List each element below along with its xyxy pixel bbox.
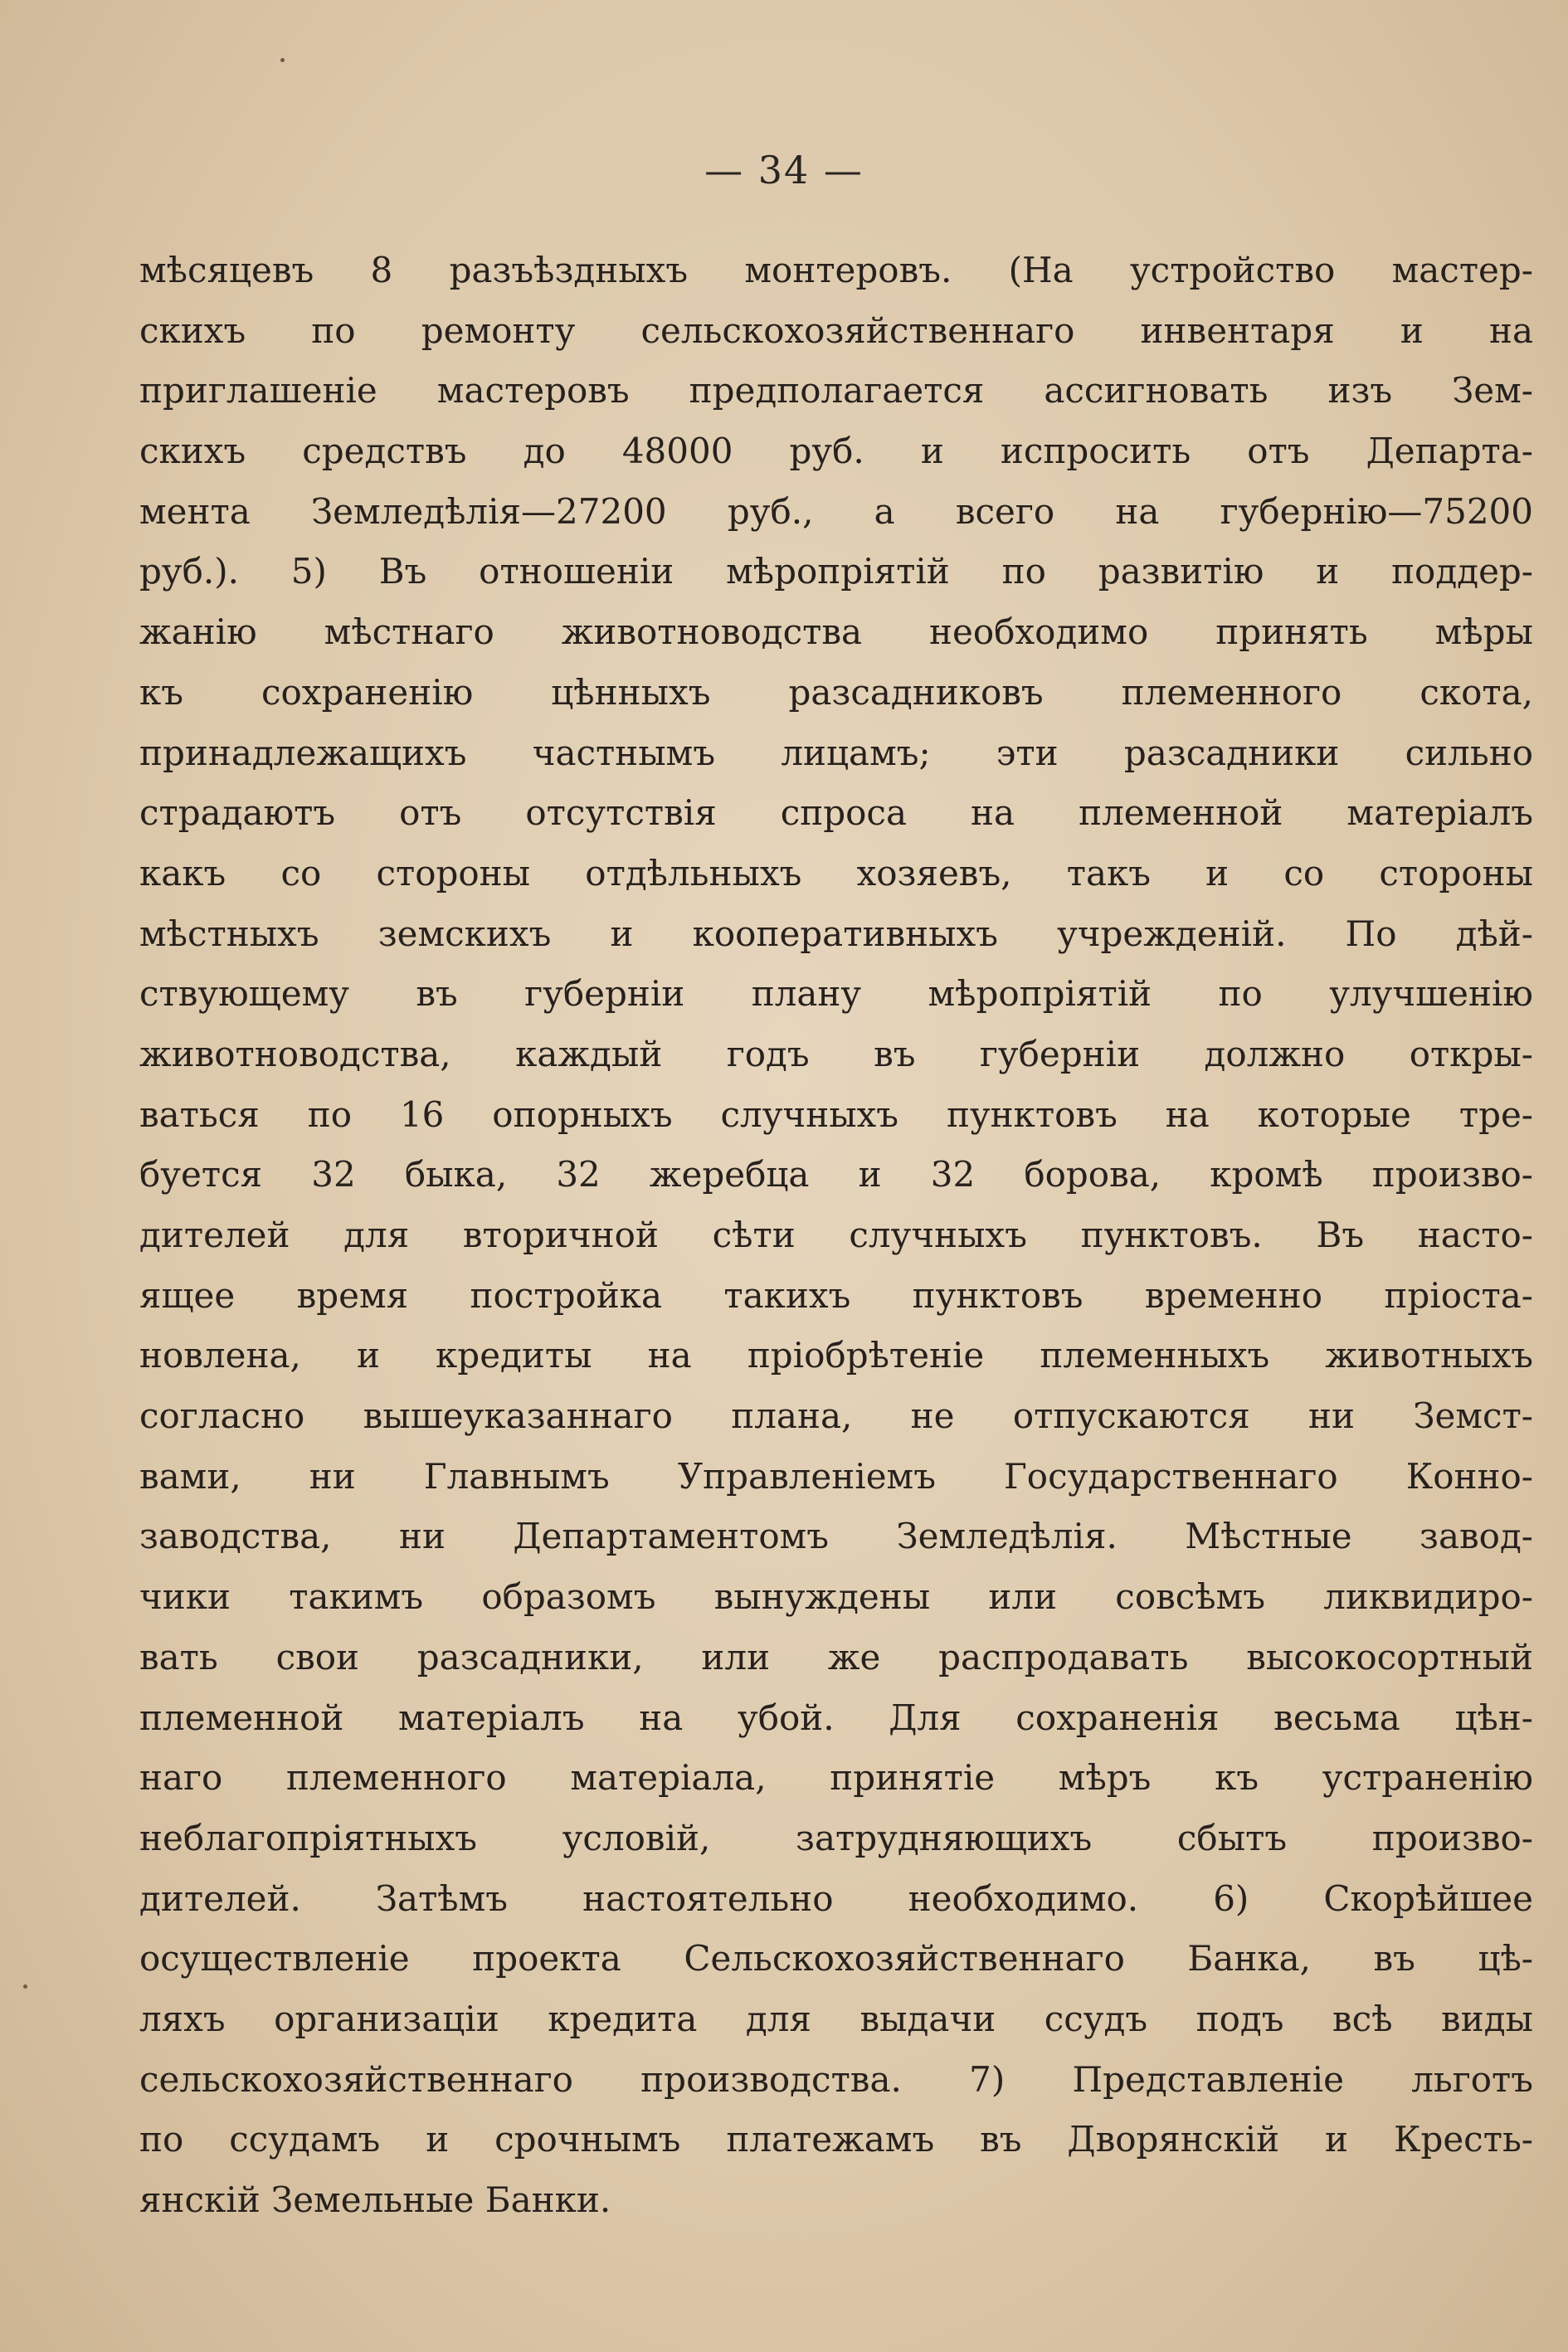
text-line: какъ со стороны отдѣльныхъ хозяевъ, такъ и со стороны [139,852,1533,894]
text-line: принадлежащихъ частнымъ лицамъ; эти разсадники сильно [139,732,1533,773]
text-line: жанію мѣстнаго животноводства необходимо принять мѣры [139,611,1533,653]
text-line: приглашеніе мастеровъ предполагается ассигновать изъ Зем- [139,370,1533,411]
text-line: мента Земледѣлія—27200 руб., а всего на губернію—75200 [139,490,1533,532]
text-line: животноводства, каждый годъ въ губерніи должно откры- [139,1033,1533,1074]
text-line: страдаютъ отъ отсутствія спроса на племенной матеріалъ [139,792,1533,834]
text-line: заводства, ни Департаментомъ Земледѣлія. Мѣстные завод- [139,1516,1533,1557]
text-line: осуществленіе проекта Сельскохозяйственнаго Банка, въ цѣ- [139,1938,1533,1979]
paper-speck [23,1984,27,1989]
text-line: племенной матеріалъ на убой. Для сохраненія весьма цѣн- [139,1697,1533,1738]
text-line: неблагопріятныхъ условій, затрудняющихъ сбытъ произво- [139,1817,1533,1858]
text-line: ваться по 16 опорныхъ случныхъ пунктовъ на которые тре- [139,1093,1533,1135]
text-line: вать свои разсадники, или же распродавать высокосортный [139,1636,1533,1678]
text-line: чики такимъ образомъ вынуждены или совсѣмъ ликвидиро- [139,1576,1533,1618]
text-line: согласно вышеуказаннаго плана, не отпускаются ни Земст- [139,1395,1533,1437]
text-line: янскій Земельные Банки. [139,2179,611,2220]
text-line: сельскохозяйственнаго производства. 7) Представленіе льготъ [139,2058,1533,2100]
text-line: скихъ по ремонту сельскохозяйственнаго инвентаря и на [139,309,1533,351]
text-line: вами, ни Главнымъ Управленіемъ Государственнаго Конно- [139,1455,1533,1497]
text-line: буется 32 быка, 32 жеребца и 32 борова, кромѣ произво- [139,1154,1533,1195]
text-line: дителей для вторичной сѣти случныхъ пунктовъ. Въ насто- [139,1215,1533,1255]
body-text [139,241,1533,2231]
text-line: скихъ средствъ до 48000 руб. и испросить отъ Департа- [139,431,1533,472]
paper-speck [280,58,285,62]
text-line: новлена, и кредиты на пріобрѣтеніе племенныхъ животныхъ [139,1335,1533,1376]
page-number: — 34 — [704,148,864,192]
text-line: мѣстныхъ земскихъ и кооперативныхъ учрежденій. По дѣй- [139,913,1533,954]
text-line: ляхъ организаціи кредита для выдачи ссудъ подъ всѣ виды [139,1998,1533,2039]
text-line: ящее время постройка такихъ пунктовъ временно пріоста- [139,1274,1533,1316]
text-line: по ссудамъ и срочнымъ платежамъ въ Дворянскій и Кресть- [139,2119,1533,2160]
text-line: мѣсяцевъ 8 разъѣздныхъ монтеровъ. (На устройство мастер- [139,250,1533,290]
text-line: наго племенного матеріала, принятіе мѣръ къ устраненію [139,1757,1533,1799]
text-line: ствующему въ губерніи плану мѣропріятій по улучшенію [139,973,1533,1015]
text-line: къ сохраненію цѣнныхъ разсадниковъ племенного скота, [139,671,1533,713]
text-line: дителей. Затѣмъ настоятельно необходимо. 6) Скорѣйшее [139,1877,1533,1919]
text-line: руб.). 5) Въ отношеніи мѣропріятій по развитію и поддер- [139,551,1533,592]
